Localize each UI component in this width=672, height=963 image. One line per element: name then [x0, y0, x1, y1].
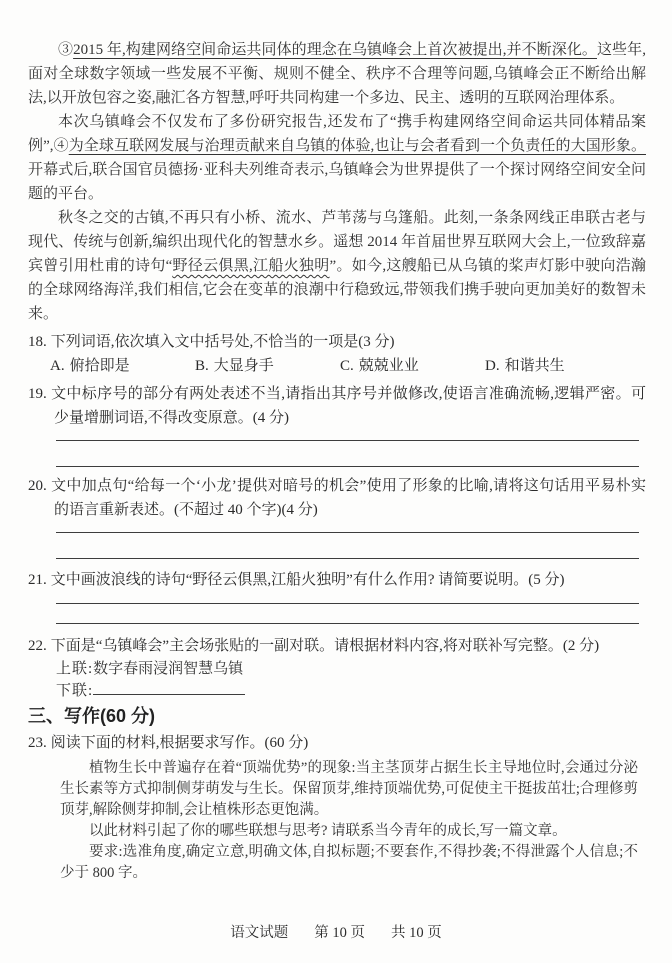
option-b-label: B. [195, 358, 209, 374]
question-23-number: 23. [28, 735, 47, 751]
couplet-second-line [56, 680, 646, 702]
question-20-text: 文中加点句“给每一个‘小龙’提供对暗号的机会”使用了形象的比喻,请将这句话用平易朴实的语言重新表述。(不超过 40 个字)(4 分) [50, 478, 646, 518]
footer-doc-title: 语文试题 [230, 925, 289, 941]
passage-paragraph-2 [28, 110, 646, 206]
question-19-number: 19. [28, 386, 47, 402]
passage-marker-3: ③ [58, 42, 74, 58]
passage-paragraph-1 [28, 38, 646, 110]
second-line-label: 下联: [56, 683, 94, 699]
option-c-text: 兢兢业业 [358, 358, 419, 374]
passage-paragraph-1-text: 这些年,面对全球数字领域一些发展不平衡、规则不健全、秩序不合理等问题,乌镇峰会正不断给出解法,以开放包容之姿,融汇各方智慧,呼吁共同构建一个多边、民主、透明的互联网治理体系。 [28, 42, 646, 106]
question-22-number: 22. [28, 638, 47, 654]
page-footer [0, 921, 672, 942]
first-line-text: 数字春雨浸润智慧乌镇 [93, 661, 244, 677]
question-22 [28, 634, 646, 658]
question-18-option-c [340, 354, 485, 378]
answer-line [56, 532, 639, 533]
passage-paragraph-2-text: 开幕式后,联合国官员德扬·亚科夫列维奇表示,乌镇峰会为世界提供了一个探讨网络空间安全问题的平台。 [28, 162, 646, 202]
material-paragraph: 植物生长中普遍存在着“顶端优势”的现象:当主茎顶芽占据生长主导地位时,会通过分泌生长素等方式抑制侧芽萌发与生长。保留顶芽,维持顶端优势,可促使主干挺拔茁壮;合理修剪顶芽,解除侧芽抑制,会让植株形态更饱满。 [60, 760, 638, 818]
second-line-blank [93, 693, 245, 695]
question-23-text: 阅读下面的材料,根据要求写作。(60 分) [50, 735, 309, 751]
passage-paragraph-3-lead: 秋冬之交的古镇,不再只有小桥、流水、芦苇荡与乌篷船。此刻,一条条网线正串联古老与现代、传统与创新,编织出现代化的智慧水乡。遥想 2014 年首届世界互联网大会上,一位致辞嘉宾曾引用杜甫的诗句“ [28, 210, 646, 274]
footer-page-total: 共 10 页 [391, 925, 442, 941]
question-18-option-d [485, 354, 565, 378]
passage-underlined-sentence-3: 2015 年,构建网络空间命运共同体的理念在乌镇峰会上首次被提出,并不断深化。 [73, 42, 597, 58]
question-18-options [28, 354, 646, 378]
option-a-label: A. [50, 358, 65, 374]
question-18-option-a [50, 354, 195, 378]
passage-underlined-sentence-4: 为全球互联网发展与治理贡献来自乌镇的体验,也让与会者看到一个负责任的大国形象。 [68, 138, 646, 154]
question-20 [28, 474, 646, 522]
question-22-text: 下面是“乌镇峰会”主会场张贴的一副对联。请根据材料内容,将对联补写完整。(2 分) [50, 638, 600, 654]
question-21-number: 21. [28, 572, 47, 588]
question-23-material-block [60, 758, 638, 884]
option-d-text: 和谐共生 [504, 358, 565, 374]
question-21-text: 文中画波浪线的诗句“野径云俱黑,江船火独明”有什么作用? 请简要说明。(5 分) [50, 572, 565, 588]
question-20-number: 20. [28, 478, 47, 494]
footer-page-number: 第 10 页 [314, 925, 365, 941]
answer-line [56, 558, 639, 559]
passage-wavy-poem-line: 野径云俱黑,江船火独明 [172, 258, 330, 274]
material-requirements: 要求:选准角度,确定立意,明确文体,自拟标题;不要套作,不得抄袭;不得泄露个人信息;不少于 800 字。 [60, 844, 638, 881]
answer-line [56, 440, 639, 441]
answer-line [56, 623, 639, 624]
option-a-text: 俯拾即是 [69, 358, 130, 374]
material-prompt: 以此材料引起了你的哪些联想与思考? 请联系当今青年的成长,写一篇文章。 [89, 823, 567, 839]
option-b-text: 大显身手 [213, 358, 274, 374]
option-c-label: C. [340, 358, 354, 374]
answer-line [56, 603, 639, 604]
passage-paragraph-3-text: ”。如今,这艘船已从乌镇的桨声灯影中驶向浩瀚的全球网络海洋,我们相信,它会在变革的浪潮中行稳致远,带领我们携手驶向更加美好的数智未来。 [28, 258, 646, 322]
question-18 [28, 330, 646, 354]
passage-marker-4: ④ [53, 138, 69, 154]
question-19-text: 文中标序号的部分有两处表述不当,请指出其序号并做修改,使语言准确流畅,逻辑严密。可少量增删词语,不得改变原意。(4 分) [50, 386, 646, 426]
question-21 [28, 568, 646, 592]
passage-paragraph-3 [28, 206, 646, 326]
question-18-text: 下列词语,依次填入文中括号处,不恰当的一项是(3 分) [50, 334, 395, 350]
question-23 [28, 731, 646, 755]
question-19 [28, 382, 646, 430]
question-18-number: 18. [28, 334, 47, 350]
section-3-title: 三、写作(60 分) [28, 706, 156, 726]
passage-paragraph-2-lead: 本次乌镇峰会不仅发布了多份研究报告,还发布了“携手构建网络空间命运共同体精品案例”, [28, 114, 646, 154]
answer-line [56, 466, 639, 467]
question-18-option-b [195, 354, 340, 378]
couplet-first-line [56, 658, 646, 680]
first-line-label: 上联: [56, 661, 94, 677]
option-d-label: D. [485, 358, 500, 374]
